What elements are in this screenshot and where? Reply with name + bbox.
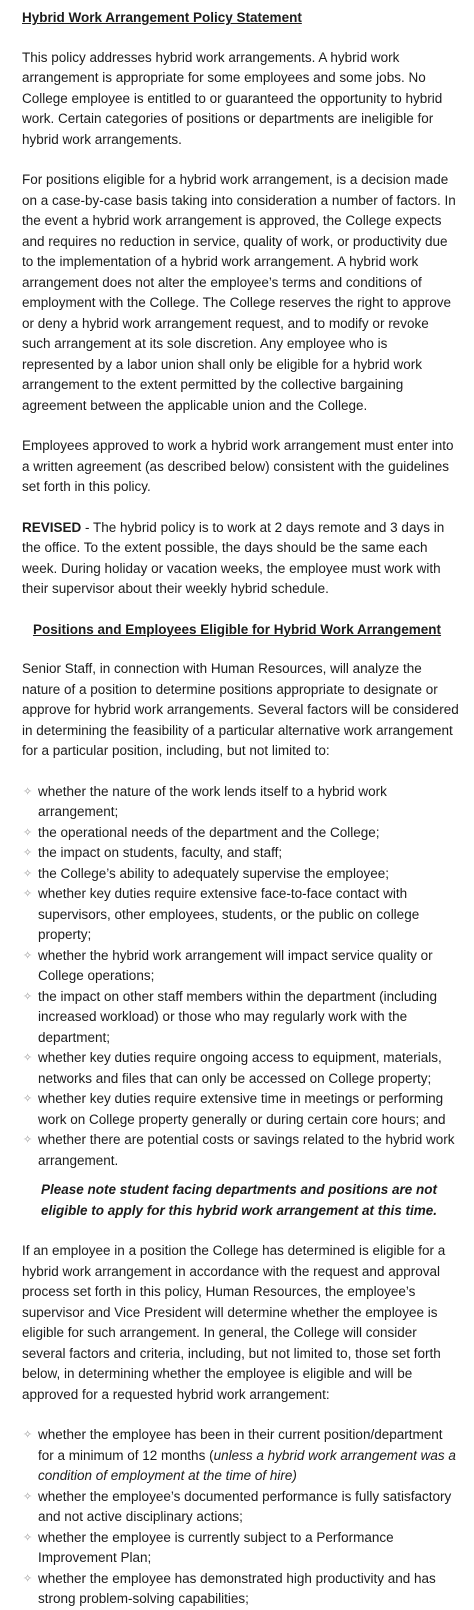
list-item: ✧ whether the employee has been in their current position/department for a minimum of 12 months (unless a hybrid work arrangement was a condition of employment at the time of hire) [23,1427,456,1483]
bullet-icon: ✧ [23,1572,33,1585]
bullet-icon: ✧ [23,1052,33,1064]
list-item: ✧ whether the nature of the work lends itself to a hybrid work arrangement; [23,783,387,819]
bullet-icon: ✧ [23,990,33,1003]
list-item: ✧ whether there are potential costs or savings related to the hybrid work arrangement. [23,1132,455,1168]
list-item: ✧ whether the employee’s documented performance is fully satisfactory and not active disciplinary actions; [23,1488,452,1524]
factors-intro-paragraph: Senior Staff, in connection with Human Resources, will analyze the nature of a position to determine positions appropriate to designate or approve for hybrid work arrangements. Several factors will be considered in determining the feasibility of a particular alternative work arrangement for a particular position, including, but not limited to: [22,661,459,758]
list-item: ✧ whether key duties require extensive time in meetings or performing work on College property generally or during certain core hours; and [23,1091,446,1127]
agreement-paragraph: Employees approved to work a hybrid work arrangement must enter into a written agreement (as described below) consistent with the guidelines set forth in this policy. [22,438,454,494]
list-item: ✧ the operational needs of the department and the College; [22,823,460,844]
employee-eligibility-paragraph: If an employee in a position the College has determined is eligible for a hybrid work arrangement in accordance with the request and approval process set forth in this policy, Human Resources, the employee’s supervisor and Vice President will determine whether the employee is eligible for such arrangement. In general, the College will consider several factors and criteria, including, but not limited to, those set forth below, in determining whether the employee is eligible and will be approved for a requested hybrid work arrangement: [22,1243,446,1402]
document-title: Hybrid Work Arrangement Policy Statement [22,10,302,25]
list-item: ✧ the impact on students, faculty, and staff; [22,843,460,864]
list-item: ✧ whether the employee has demonstrated high productivity and has strong problem-solving capabilities; [23,1570,436,1606]
bullet-icon: ✧ [23,867,33,880]
bullet-icon: ✧ [23,785,33,798]
list-item: ✧ whether key duties require ongoing access to equipment, materials, networks and files that can only be accessed on College property; [23,1050,442,1086]
bullet-icon: ✧ [23,1134,33,1146]
bullet-icon: ✧ [23,1490,33,1503]
ineligibility-notice: Please note student facing departments and positions are not eligible to apply for this hybrid work arrangement at this time. [40,1182,438,1218]
criteria-list [22,1425,460,1610]
revised-text: - The hybrid policy is to work at 2 days remote and 3 days in the office. To the extent possible, the days should be the same each week. During holiday or vacation weeks, the employee must work with their supervisor about their weekly hybrid schedule. [22,519,445,596]
bullet-icon: ✧ [23,888,33,900]
revised-paragraph [22,518,460,600]
intro-paragraph: This policy addresses hybrid work arrangements. A hybrid work arrangement is appropriate for some employees and some jobs. No College employee is entitled to or guaranteed the opportunity to hybrid work. Certain categories of positions or departments are ineligible for hybrid work arrangements. [22,49,443,147]
eligibility-paragraph: For positions eligible for a hybrid work arrangement, is a decision made on a case-by-case basis taking into consideration a number of factors. In the event a hybrid work arrangement is approved, the College expects and requires no reduction in service, quality of work, or productivity due to the implementation of a hybrid work arrangement. A hybrid work arrangement does not alter the employee’s terms and conditions of employment with the College. The College reserves the right to approve or deny a hybrid work arrangement request, and to modify or revoke such arrangement at its sole discretion. Any employee who is represented by a labor union shall only be eligible for a hybrid work arrangement to the extent permitted by the collective bargaining agreement between the applicable union and the College. [22,172,456,413]
factors-list [22,782,460,1172]
bullet-icon: ✧ [23,1093,33,1105]
list-item: ✧ the impact on other staff members within the department (including increased workload) or those who may regularly work with the department; [23,988,437,1045]
section-heading-eligible-positions: Positions and Employees Eligible for Hybrid Work Arrangement [32,621,442,637]
list-item: ✧ whether key duties require extensive face-to-face contact with supervisors, other employees, students, or the public on college property; [23,886,420,942]
revised-label: REVISED [22,519,82,535]
list-item: ✧ whether the employee is currently subject to a Performance Improvement Plan; [23,1529,394,1565]
bullet-icon: ✧ [23,1429,33,1441]
list-item: ✧ whether the hybrid work arrangement will impact service quality or College operations; [23,947,433,983]
bullet-icon: ✧ [23,826,33,839]
bullet-icon: ✧ [23,1531,33,1544]
bullet-icon: ✧ [23,949,33,962]
bullet-icon: ✧ [23,847,33,859]
list-item: ✧ the College’s ability to adequately supervise the employee; [22,864,460,885]
